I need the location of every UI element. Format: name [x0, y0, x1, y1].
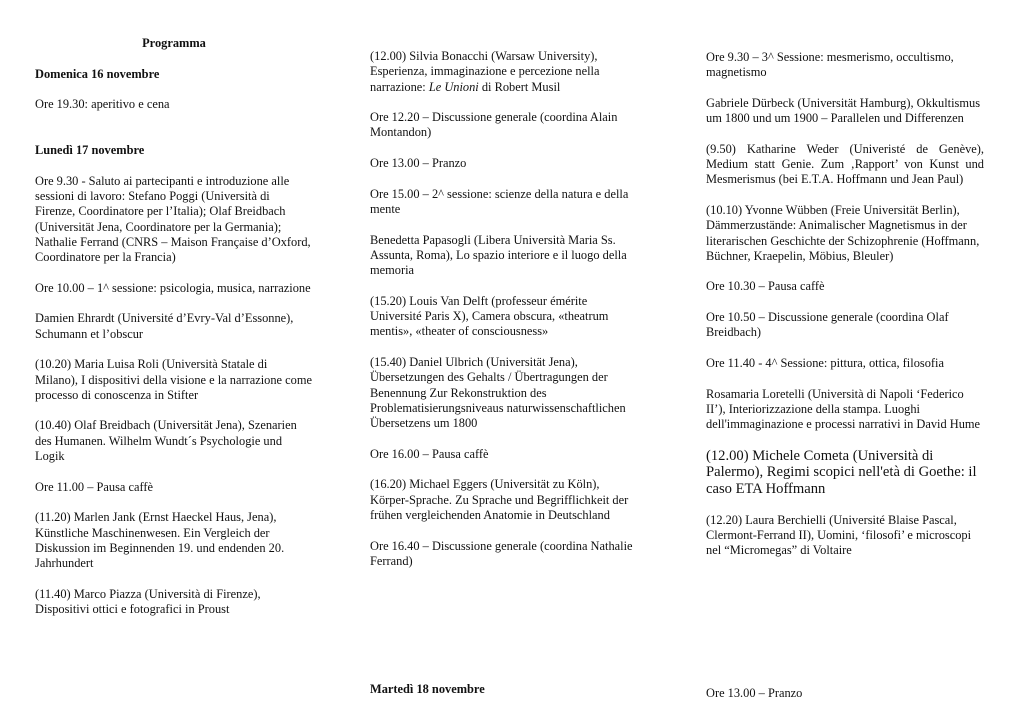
- day-heading-monday: Lunedì 17 novembre: [35, 143, 145, 158]
- day-heading-tuesday: Martedì 18 novembre: [370, 682, 485, 696]
- break-entry: Ore 16.00 – Pausa caffè: [370, 446, 489, 461]
- program-entry: (11.40) Marco Piazza (Università di Firenze), Dispositivi ottici e fotografici in Proust: [35, 586, 261, 616]
- program-entry: (10.40) Olaf Breidbach (Universität Jena), Szenarien des Humanen. Wilhelm Wundt´s Psychologie und Logik: [35, 418, 297, 464]
- program-entry: (10.20) Maria Luisa Roli (Università Statale di Milano), I dispositivi della visione e la narrazione come processo di conoscenza in Stifter: [35, 357, 312, 402]
- entry-title-italic: Le Unioni: [428, 79, 479, 94]
- program-entry: Benedetta Papasogli (Libera Università Maria Ss. Assunta, Roma), Lo spazio interiore e il luogo della memoria: [370, 232, 627, 278]
- session-heading: Ore 10.00 – 1^ sessione: psicologia, musica, narrazione: [35, 280, 311, 295]
- break-entry: Ore 11.00 – Pausa caffè: [35, 479, 154, 494]
- program-entry: [370, 49, 638, 95]
- program-entry: (12.20) Laura Berchielli (Université Blaise Pascal, Clermont-Ferrand II), Uomini, ‘filosofi’ e microscopi nel “Micromegas” di Voltaire: [706, 512, 972, 558]
- column-3: [706, 50, 984, 574]
- session-heading: Ore 11.40 - 4^ Sessione: pittura, ottica, filosofia: [706, 355, 944, 370]
- entry-text: (12.00) Silvia Bonacchi (Warsaw University), Esperienza, immaginazione e percezione nella narrazione:: [370, 49, 600, 94]
- break-entry: Ore 10.30 – Pausa caffè: [706, 279, 825, 294]
- session-heading: Ore 9.30 – 3^ Sessione: mesmerismo, occultismo, magnetismo: [706, 50, 954, 80]
- program-entry: Ore 16.40 – Discussione generale (coordina Nathalie Ferrand): [370, 538, 633, 568]
- break-entry: Ore 13.00 – Pranzo: [370, 156, 467, 171]
- page-title: Programma: [142, 36, 206, 50]
- program-entry: (15.40) Daniel Ulbrich (Universität Jena), Übersetzungen des Gehalts / Übertragungen der Benennung Zur Rekonstruktion des Problematisierungsniveaus naturwissenschaftlichen Übersetzens um 1800: [370, 354, 626, 431]
- session-heading: Ore 15.00 – 2^ sessione: scienze della natura e della mente: [370, 186, 629, 216]
- program-entry: Gabriele Dürbeck (Universität Hamburg), Okkultismus um 1800 und um 1900 – Parallelen und Differenzen: [706, 95, 981, 126]
- program-entry: (10.10) Yvonne Wübben (Freie Universität Berlin), Dämmerzustände: Animalischer Magnetismus in der literarischen Geschichte der Schizophrenie (Hoffmann, Büchner, Kraepelin, Möbius, Bleuler): [706, 202, 980, 263]
- column-2: [370, 49, 638, 584]
- program-entry: Ore 9.30 - Saluto ai partecipanti e introduzione alle sessioni di lavoro: Stefano Poggi (Università di Firenze, Coordinatore per l’Italia); Olaf Breidbach (Universität Jena, Coordinatore per la Germania); Nathalie Ferrand (CNRS – Maison Française d’Oxford, Coordinatore per la Francia): [35, 173, 311, 265]
- program-entry: (11.20) Marlen Jank (Ernst Haeckel Haus, Jena), Künstliche Maschinenwesen. Ein Vergleich der Diskussion im Beginnenden 19. und endenden 20. Jahrhundert: [35, 510, 285, 571]
- program-entry: Rosamaria Loretelli (Università di Napoli ‘Federico II’), Interiorizzazione della stampa. Luoghi dell'immaginazione e processi narrativi in David Hume: [706, 386, 981, 432]
- program-entry: (16.20) Michael Eggers (Universität zu Köln), Körper-Sprache. Zu Sprache und Begrifflichkeit der frühen vergleichenden Anatomie in Deutschland: [370, 477, 629, 522]
- program-entry: Ore 19.30: aperitivo e cena: [35, 97, 170, 112]
- program-entry-large: (12.00) Michele Cometa (Università di Palermo), Regimi scopici nell'età di Goethe: il caso ETA Hoffmann: [706, 447, 977, 497]
- program-entry: Ore 12.20 – Discussione generale (coordina Alain Montandon): [370, 110, 618, 140]
- entry-text: di Robert Musil: [478, 79, 561, 94]
- program-entry: (15.20) Louis Van Delft (professeur émérite Université Paris X), Camera obscura, «theatrum mentis», «theater of consciousness»: [370, 293, 609, 339]
- program-entry: (9.50) Katharine Weder (Univeristé de Genève), Medium statt Genie. Zum ‚Rapport’ von Kunst und Mesmerismus (bei E.T.A. Hoffmann und Jean Paul): [706, 141, 984, 187]
- break-entry: Ore 13.00 – Pranzo: [706, 686, 803, 700]
- day-heading-sunday: Domenica 16 novembre: [35, 66, 160, 81]
- program-entry: Damien Ehrardt (Université d’Evry-Val d’Essonne), Schumann et l’obscur: [35, 311, 294, 341]
- column-1: [35, 36, 313, 633]
- program-entry: Ore 10.50 – Discussione generale (coordina Olaf Breidbach): [706, 310, 949, 340]
